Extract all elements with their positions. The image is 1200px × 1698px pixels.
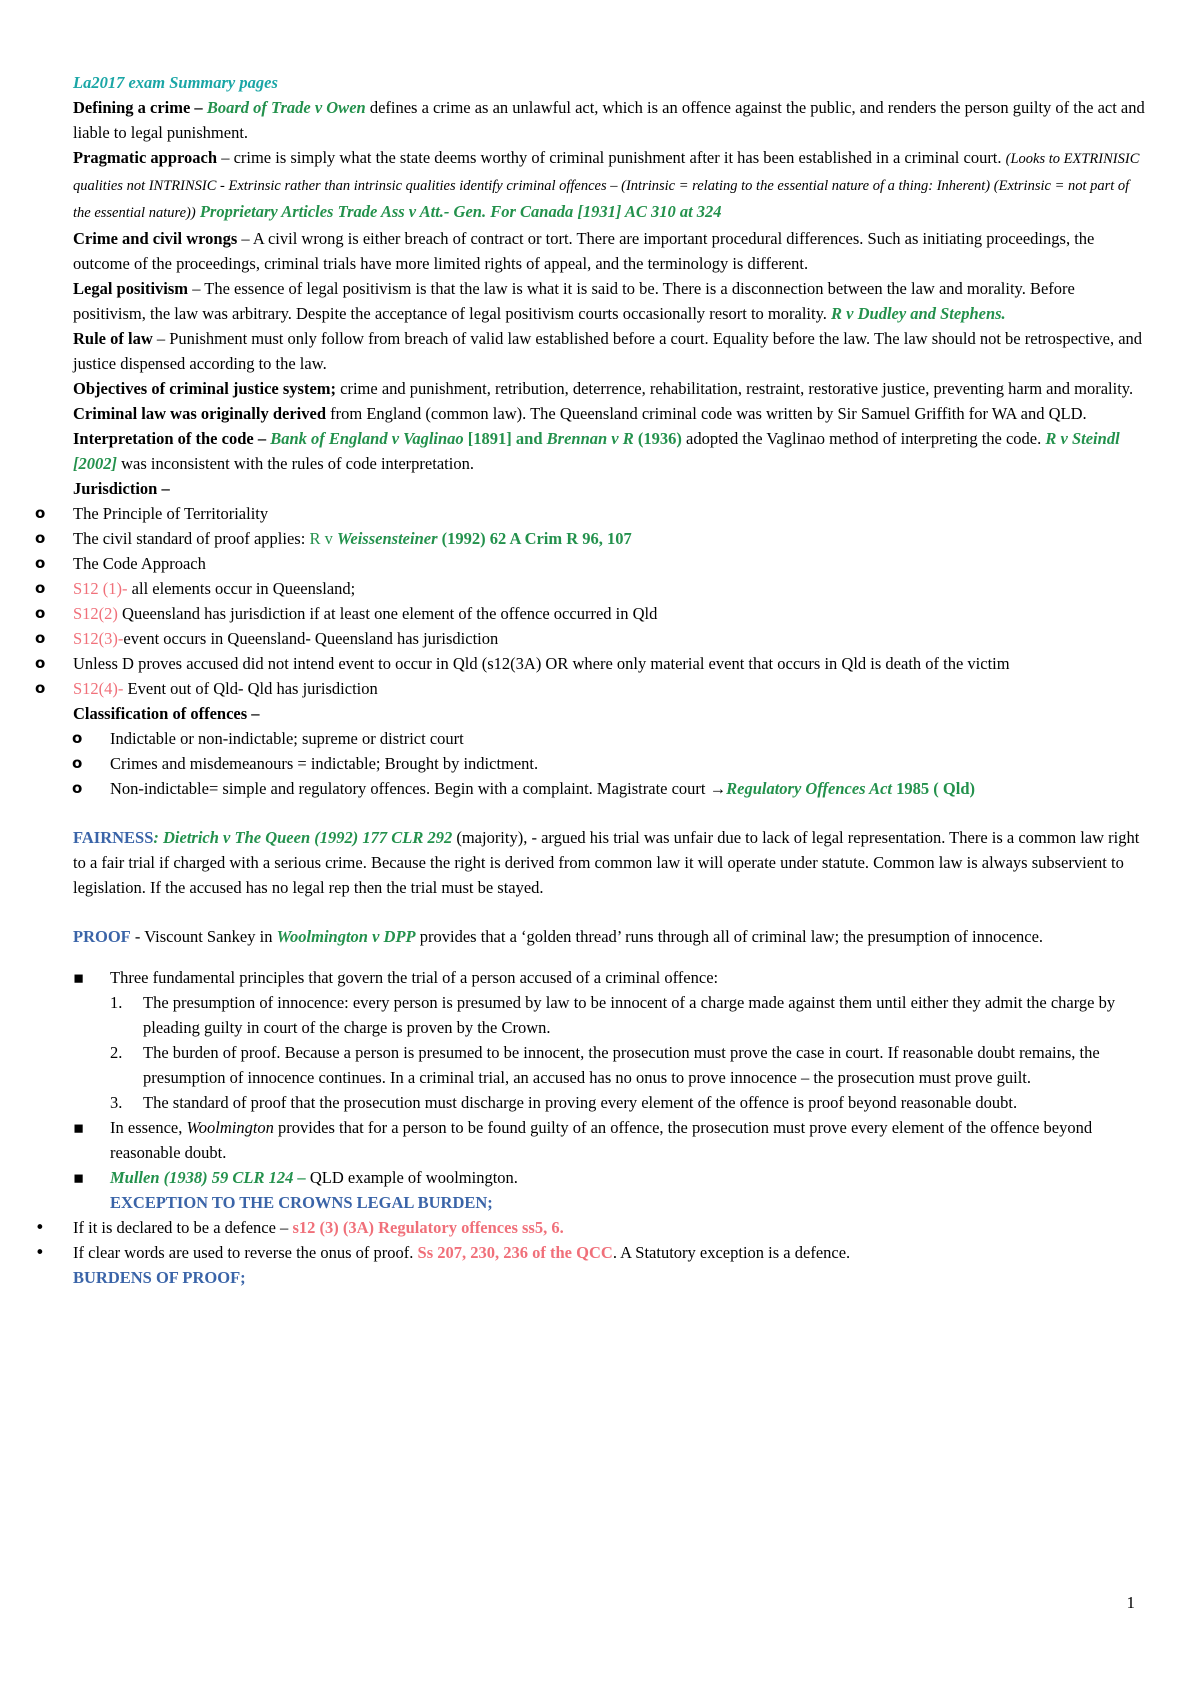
- case-proprietary-articles: Proprietary Articles Trade Ass v Att.- Gen. For Canada [1931] AC 310 at 324: [195, 202, 722, 221]
- list-item: [35, 1240, 1150, 1265]
- list-item-text: If clear words are used to reverse the onus of proof.: [73, 1243, 418, 1262]
- list-item: [73, 1165, 1150, 1190]
- interpretation-paragraph: [73, 426, 1150, 476]
- list-item-text: provides that for a person to be found guilty of an offence, the prosecution must prove every element of the offence beyond reasonable doubt.: [110, 1118, 1093, 1162]
- list-marker: o: [35, 554, 46, 572]
- list-item-text: Unless D proves accused did not intend event to occur in Qld (s12(3A) OR where only material event that occurs in Qld is death of the victim: [73, 654, 1010, 673]
- derived-label: Criminal law was originally derived: [73, 404, 326, 423]
- act-regulatory-offences: Regulatory Offences Act: [726, 779, 893, 798]
- pragmatic-paragraph: [73, 145, 1150, 226]
- item-text: The standard of proof that the prosecution must discharge in proving every element of the offence is proof beyond reasonable doubt.: [143, 1093, 1018, 1112]
- item-number: 1.: [110, 993, 123, 1012]
- section-ref: S12 (1)-: [73, 579, 128, 598]
- list-marker: o: [35, 504, 46, 522]
- item-text: The burden of proof. Because a person is presumed to be innocent, the prosecution must prove the case in court. If reasonable doubt remains, the presumption of innocence continues. In a criminal trial, an accused has no onus to prove innocence – the prosecution must prove guilt.: [143, 1043, 1100, 1087]
- exception-heading: EXCEPTION TO THE CROWNS LEGAL BURDEN;: [110, 1193, 493, 1212]
- objectives-text: crime and punishment, retribution, deterrence, rehabilitation, restraint, restorative justice, preventing harm and morality.: [336, 379, 1134, 398]
- list-marker: o: [35, 604, 46, 622]
- list-marker: o: [35, 629, 46, 647]
- case-weissensteiner-cite: (1992) 62 A Crim R 96, 107: [437, 529, 632, 548]
- section-ref: S12(4)-: [73, 679, 124, 698]
- list-marker: o: [72, 779, 83, 797]
- section-ref: Ss 207, 230, 236 of the QCC: [417, 1243, 613, 1262]
- positivism-text: – The essence of legal positivism is that the law is what it is said to be. There is a disconnection between the law and morality. Before positivism, the law was arbitrary. Despite the acceptance of legal positivism courts occasionally resort to morality.: [73, 279, 1075, 323]
- bullet-icon: •: [35, 1218, 45, 1237]
- defining-crime-text: defines a crime as an unlawful act, which is an offence against the public, and renders the person guilty of the act and liable to legal punishment.: [73, 98, 1145, 142]
- case-woolmington-ref: Woolmington: [186, 1118, 274, 1137]
- list-item: [35, 651, 1150, 676]
- case-weissensteiner-r: R v: [309, 529, 337, 548]
- case-woolmington: Woolmington v DPP: [276, 927, 416, 946]
- list-item-text: The Principle of Territoriality: [73, 504, 269, 523]
- list-item: [35, 576, 1150, 601]
- classification-heading: Classification of offences –: [73, 704, 260, 723]
- jurisdiction-list: [35, 501, 1150, 701]
- objectives-paragraph: [73, 376, 1150, 401]
- rule-of-law-text: – Punishment must only follow from breach of valid law established before a court. Equality before the law. The law should not be retrospective, and justice dispensed according to the law.: [73, 329, 1143, 373]
- item-number: 2.: [110, 1043, 123, 1062]
- document-title: La2017 exam Summary pages: [73, 73, 278, 92]
- derived-paragraph: [73, 401, 1150, 426]
- list-marker: o: [72, 754, 83, 772]
- case-brennan: Brennan v R: [546, 429, 634, 448]
- list-item: [35, 501, 1150, 526]
- positivism-label: Legal positivism: [73, 279, 189, 298]
- civil-wrongs-text: – A civil wrong is either breach of contract or tort. There are important procedural differences. Such as initiating proceedings, the outcome of the proceedings, criminal trials have more limited rights of appeal, and the terminology is different.: [73, 229, 1095, 273]
- section-ref: S12(3)-: [73, 629, 124, 648]
- list-item: [73, 965, 1150, 990]
- fairness-paragraph: [73, 825, 1150, 900]
- list-item-text: QLD example of woolmington.: [305, 1168, 518, 1187]
- rule-of-law-label: Rule of law: [73, 329, 153, 348]
- objectives-label: Objectives of criminal justice system;: [73, 379, 337, 398]
- rule-of-law-paragraph: [73, 326, 1150, 376]
- case-dudley-stephens: R v Dudley and Stephens.: [831, 304, 1006, 323]
- numbered-item: [73, 1040, 1150, 1090]
- list-item-text: The Code Approach: [73, 554, 206, 573]
- bullet-icon: ▪: [73, 968, 85, 987]
- pragmatic-text: – crime is simply what the state deems worthy of criminal punishment after it has been established in a criminal court.: [217, 148, 1006, 167]
- list-item: [72, 751, 1150, 776]
- arrow-icon: →: [709, 779, 727, 798]
- list-item-text: Non-indictable= simple and regulatory offences. Begin with a complaint. Magistrate court: [110, 779, 710, 798]
- page-number: 1: [1126, 1593, 1135, 1612]
- list-marker: o: [35, 654, 46, 672]
- list-item: [35, 601, 1150, 626]
- section-ref: S12(2): [73, 604, 118, 623]
- list-item-text: The civil standard of proof applies:: [73, 529, 310, 548]
- burdens-heading: BURDENS OF PROOF;: [73, 1268, 246, 1287]
- list-marker: o: [35, 579, 46, 597]
- list-item-text: Event out of Qld- Qld has jurisdiction: [123, 679, 378, 698]
- list-item-text: In essence,: [110, 1118, 187, 1137]
- classification-list: [73, 726, 1150, 801]
- case-year-1936: (1936): [633, 429, 682, 448]
- list-item: [35, 551, 1150, 576]
- list-item: [35, 676, 1150, 701]
- proof-label: PROOF: [73, 927, 131, 946]
- pragmatic-label: Pragmatic approach: [73, 148, 218, 167]
- interpretation-text: adopted the Vaglinao method of interpreting the code.: [681, 429, 1046, 448]
- list-item-text: Queensland has jurisdiction if at least one element of the offence occurred in Qld: [117, 604, 658, 623]
- bullet-icon: •: [35, 1243, 45, 1262]
- list-item: [35, 526, 1150, 551]
- jurisdiction-heading: Jurisdiction –: [73, 479, 170, 498]
- list-item: [73, 1115, 1150, 1165]
- list-item: [35, 626, 1150, 651]
- proof-text: - Viscount Sankey in: [130, 927, 277, 946]
- item-number: 3.: [110, 1093, 123, 1112]
- derived-text: from England (common law). The Queensland criminal code was written by Sir Samuel Griffith for WA and QLD.: [326, 404, 1087, 423]
- case-weissensteiner: Weissensteiner: [336, 529, 438, 548]
- list-item-text: . A Statutory exception is a defence.: [612, 1243, 851, 1262]
- list-item-text: event occurs in Queensland- Queensland has jurisdiction: [123, 629, 499, 648]
- fairness-label: FAIRNESS: [73, 828, 154, 847]
- case-dietrich: : Dietrich v The Queen (1992) 177 CLR 292: [153, 828, 453, 847]
- list-item-text: Crimes and misdemeanours = indictable; Brought by indictment.: [110, 754, 539, 773]
- list-item-text: If it is declared to be a defence –: [73, 1218, 293, 1237]
- proof-text-end: provides that a ‘golden thread’ runs through all of criminal law; the presumption of innocence.: [415, 927, 1044, 946]
- numbered-item: [73, 1090, 1150, 1115]
- case-year-1891: [1891] and: [463, 429, 547, 448]
- bullet-icon: ▪: [73, 1168, 85, 1187]
- case-bank-of-england: Bank of England v Vaglinao: [270, 429, 464, 448]
- proof-paragraph: [73, 924, 1150, 949]
- defining-crime-label: Defining a crime –: [73, 98, 207, 117]
- civil-wrongs-label: Crime and civil wrongs: [73, 229, 238, 248]
- interpretation-text-end: was inconsistent with the rules of code interpretation.: [117, 454, 474, 473]
- defining-crime-paragraph: [73, 95, 1150, 145]
- positivism-paragraph: [73, 276, 1150, 326]
- case-steindl: R v Steindl [2002]: [73, 429, 1120, 473]
- section-ref: s12 (3) (3A) Regulatory offences ss5, 6.: [292, 1218, 564, 1237]
- list-item-text: Three fundamental principles that govern the trial of a person accused of a criminal offence:: [110, 968, 719, 987]
- list-marker: o: [35, 679, 46, 697]
- list-item-text: all elements occur in Queensland;: [127, 579, 356, 598]
- list-item: [72, 726, 1150, 751]
- list-item: [72, 776, 1150, 801]
- list-marker: o: [72, 729, 83, 747]
- list-item-text: Indictable or non-indictable; supreme or district court: [110, 729, 464, 748]
- case-mullen: Mullen (1938) 59 CLR 124 –: [110, 1168, 306, 1187]
- numbered-item: [73, 990, 1150, 1040]
- list-item: [35, 1215, 1150, 1240]
- civil-wrongs-paragraph: [73, 226, 1150, 276]
- pragmatic-note: (Looks to EXTRINISIC qualities not INTRINSIC - Extrinsic rather than intrinsic qualities identify criminal offences – (Intrinsic = relating to the essential nature of a thing: Inherent) (Extrinsic = not part of the essential nature)): [73, 151, 1140, 221]
- act-year: 1985 ( Qld): [892, 779, 975, 798]
- interpretation-label: Interpretation of the code –: [73, 429, 271, 448]
- item-text: The presumption of innocence: every person is presumed by law to be innocent of a charge made against them until either they admit the charge by pleading guilty in court of the charge is proven by the Crown.: [143, 993, 1116, 1037]
- bullet-icon: ▪: [73, 1118, 85, 1137]
- fairness-text: (majority), - argued his trial was unfair due to lack of legal representation. There is a common law right to a fair trial if charged with a serious crime. Because the right is derived from common law it will operate under statute. Common law is always subservient to legislation. If the accused has no legal rep then the trial must be stayed.: [73, 828, 1140, 897]
- case-board-of-trade: Board of Trade v Owen: [206, 98, 366, 117]
- list-marker: o: [35, 529, 46, 547]
